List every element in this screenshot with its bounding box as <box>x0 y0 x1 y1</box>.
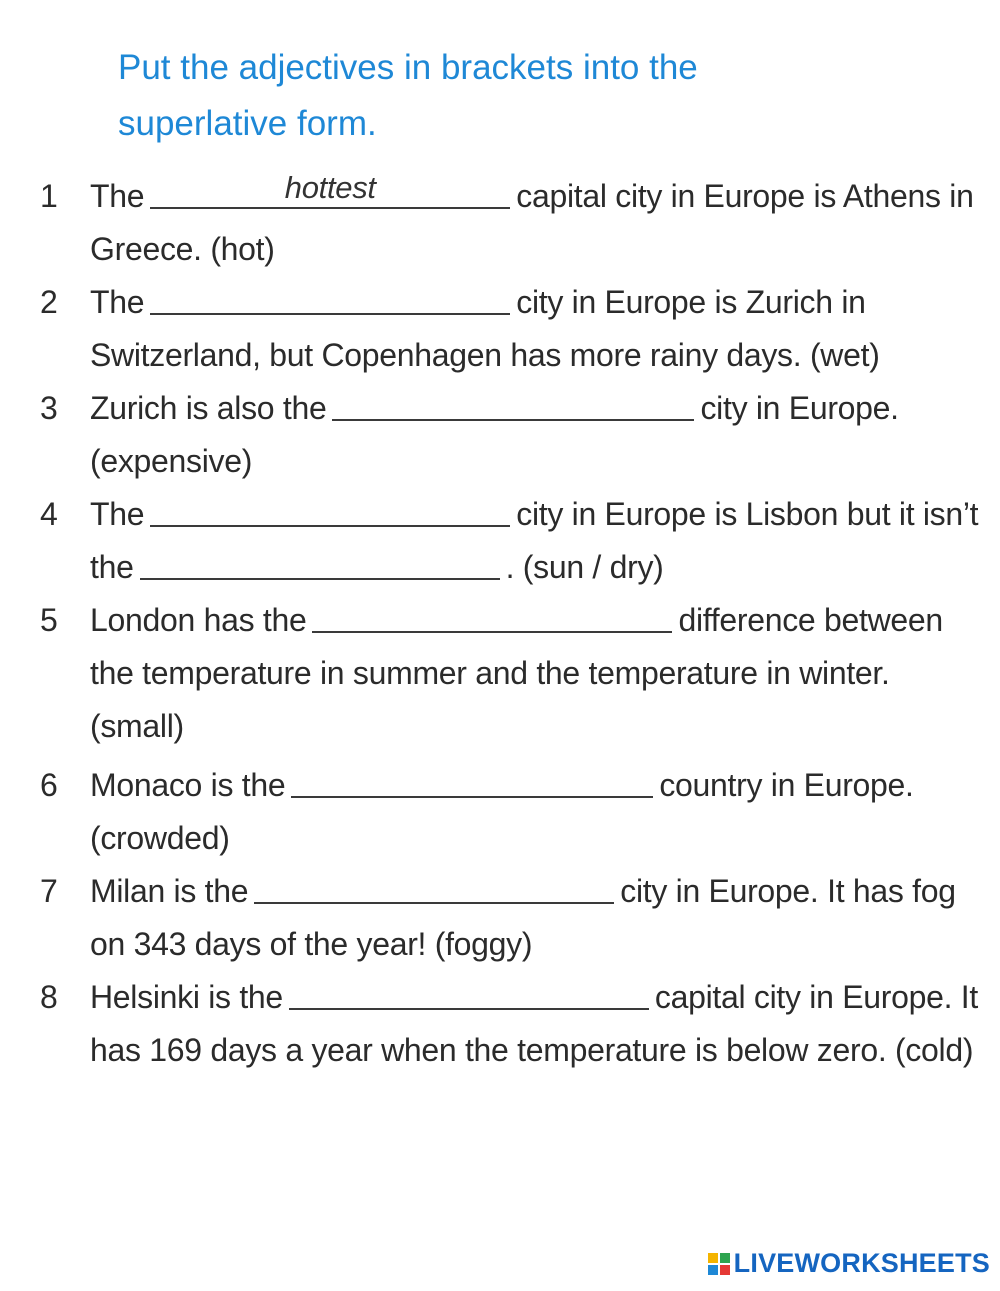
answer-blank-4b[interactable] <box>140 544 500 580</box>
item-number: 3 <box>40 390 58 426</box>
liveworksheets-logo <box>708 1248 990 1279</box>
exercise-item-2 <box>36 276 986 382</box>
instruction-heading: Put the adjectives in brackets into the superlative form. <box>118 48 698 143</box>
item-number: 1 <box>40 178 58 214</box>
item-number: 5 <box>40 602 58 638</box>
item-text: The city in Europe is Lisbon but it isn’t the . (sun / dry) <box>90 488 986 594</box>
answer-blank-3[interactable] <box>332 385 694 421</box>
exercise-item-3 <box>36 382 986 488</box>
item-text: The city in Europe is Zurich in Switzerland, but Copenhagen has more rainy days. (wet) <box>90 276 986 382</box>
answer-blank-2[interactable] <box>150 279 510 315</box>
liveworksheets-logo-icon <box>708 1253 730 1275</box>
item-text: Milan is the city in Europe. It has fog on 343 days of the year! (foggy) <box>90 865 986 971</box>
item-text: The hottest capital city in Europe is Athens in Greece. (hot) <box>90 170 974 267</box>
exercise-item-5 <box>36 594 986 753</box>
exercise-item-4 <box>36 488 986 594</box>
item-text: Monaco is the country in Europe. (crowded) <box>90 759 986 865</box>
answer-blank-1[interactable] <box>150 170 510 209</box>
exercise-item-7 <box>36 865 986 971</box>
answer-blank-8[interactable] <box>289 974 649 1010</box>
item-text: Zurich is also the city in Europe. (expensive) <box>90 382 986 488</box>
item-number: 8 <box>40 979 58 1015</box>
item-text: Helsinki is the capital city in Europe. It has 169 days a year when the temperature is below zero. (cold) <box>90 971 986 1077</box>
exercise-item-8 <box>36 971 986 1077</box>
answer-text: hottest <box>284 170 376 205</box>
item-text: London has the difference between the temperature in summer and the temperature in winter. (small) <box>90 594 986 753</box>
exercise-list <box>36 170 986 1077</box>
exercise-item-6 <box>36 759 986 865</box>
item-number: 6 <box>40 767 58 803</box>
item-number: 7 <box>40 873 58 909</box>
answer-blank-5[interactable] <box>312 597 672 633</box>
item-number: 2 <box>40 284 58 320</box>
answer-blank-7[interactable] <box>254 868 614 904</box>
exercise-item-1 <box>36 170 986 276</box>
answer-blank-4a[interactable] <box>150 491 510 527</box>
logo-text: LIVEWORKSHEETS <box>733 1248 990 1278</box>
answer-blank-6[interactable] <box>291 762 653 798</box>
item-number: 4 <box>40 496 58 532</box>
